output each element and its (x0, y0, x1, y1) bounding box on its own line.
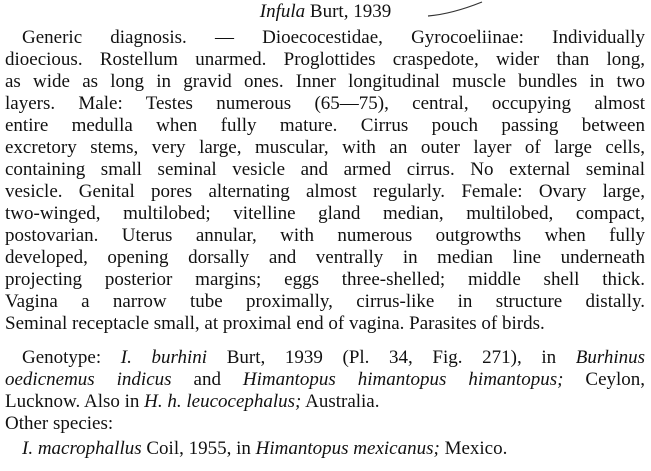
genus-authority: Burt, 1939 (309, 1, 392, 22)
genotype-species: I. burhini (120, 347, 208, 368)
diagnosis-line: postovarian. Uterus annular, with numerous outgrowths when fully (5, 225, 645, 246)
host-species-rest: oedicnemus indicus (5, 369, 172, 390)
other-species-line (22, 438, 645, 460)
host3: H. h. leucocephalus; (144, 391, 302, 412)
diagnosis-line: vesicle. Genital pores alternating almost regularly. Female: Ovary large, (5, 181, 645, 202)
genus-heading (0, 0, 651, 24)
connector-word: in (236, 438, 251, 459)
other-species-locality: Mexico. (444, 438, 508, 459)
connector-word: and (193, 369, 221, 390)
diagnosis-line: Seminal receptacle small, at proximal end of vagina. Parasites of birds. (5, 313, 545, 334)
diagnosis-line: containing small seminal vesicle and armed cirrus. No external seminal (5, 159, 645, 180)
host2: Himantopus himantopus himantopus; (242, 369, 564, 390)
locality: Ceylon, (585, 369, 646, 390)
other-species-name: I. macrophallus (22, 438, 142, 459)
diagnosis-line: dioecious. Rostellum unarmed. Proglottides craspedote, wider than long, (5, 49, 645, 70)
host-genus-burhinus: Burhinus (575, 347, 646, 368)
plate-reference: (Pl. 34, Fig. 271), (342, 347, 522, 368)
diagnosis-line: layers. Male: Testes numerous (65—75), central, occupying almost (5, 93, 645, 114)
other-species-authority: Coil, 1955, (146, 438, 232, 459)
diagnosis-line: entire medulla when fully mature. Cirrus pouch passing between (5, 115, 645, 136)
genus-name: Infula (259, 1, 306, 22)
genotype-line (22, 347, 645, 369)
diagnosis-line: Vagina a narrow tube proximally, cirrus-like in structure distally. (5, 291, 645, 312)
diagnosis-line: developed, opening dorsally and ventrally in median line underneath (5, 247, 645, 268)
diagnosis-line: excretory stems, very large, muscular, with an outer layer of large cells, (5, 137, 645, 158)
pen-stroke-mark (426, 0, 486, 20)
diagnosis-line: as wide as long in gravid ones. Inner longitudinal muscle bundles in two (5, 71, 645, 92)
other-species-label: Other species: (5, 413, 114, 434)
genotype-label: Genotype: (22, 347, 102, 368)
diagnosis-line: projecting posterior margins; eggs three-shelled; middle shell thick. (5, 269, 645, 290)
diagnosis-line: Generic diagnosis. — Dioecocestidae, Gyrocoeliinae: Individually (22, 27, 645, 48)
connector-word: in (541, 347, 557, 368)
genotype-line (5, 391, 645, 413)
genotype-line (5, 369, 645, 391)
other-species-host: Himantopus mexicanus; (255, 438, 440, 459)
locality2: Lucknow. Also in (5, 391, 140, 412)
genotype-authority: Burt, 1939 (226, 347, 323, 368)
locality3: Australia. (305, 391, 380, 412)
diagnosis-line: two-winged, multilobed; vitelline gland median, multilobed, compact, (5, 203, 645, 224)
